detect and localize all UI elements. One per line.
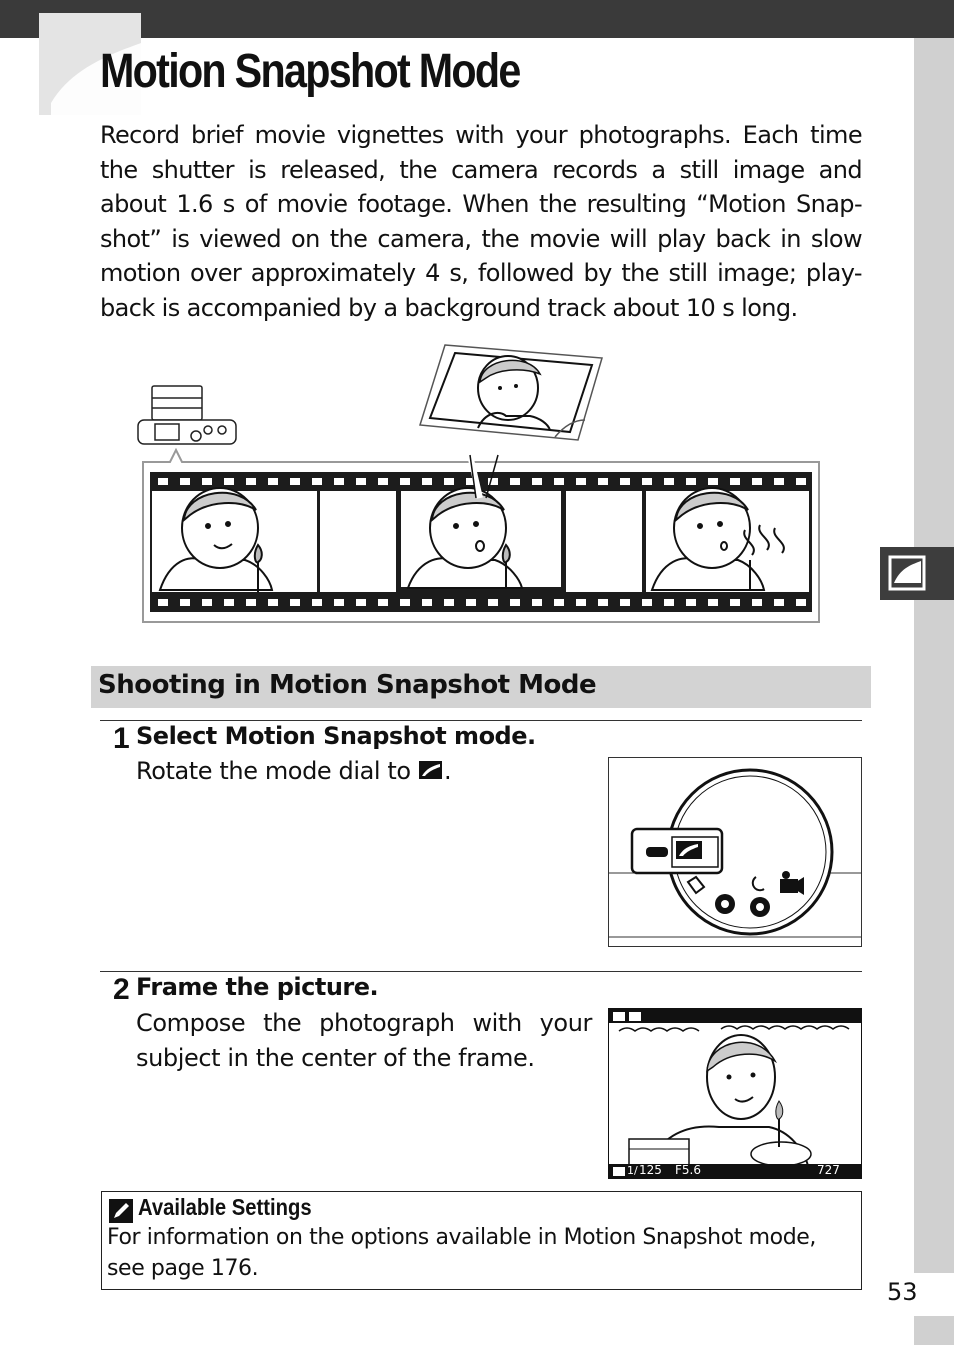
camera-icon	[138, 386, 236, 444]
note-title: Available Settings	[138, 1194, 312, 1220]
intro-paragraph: Record brief movie vignettes with your photographs. Each time the shutter is released, the camera records a still image and about 1.6 s of movie footage. When the resulting “Motion Snap-shot” is viewed on the camera, the movie will play back in slow motion over approximately 4 s, followed by the still image; play-back is accompanied by a background track about 10 s long.	[100, 121, 862, 322]
lcd-frames-remaining: 727	[817, 1163, 840, 1177]
step-1-body-end: .	[443, 757, 452, 785]
lcd-shutter-prefix: 1/	[627, 1164, 638, 1177]
step-2-heading: Frame the picture.	[136, 973, 379, 1001]
step-1-body-text: Rotate the mode dial to	[136, 757, 411, 785]
step-2-rule	[100, 971, 862, 972]
step-1-rule	[100, 720, 862, 721]
page-number: 53	[887, 1278, 918, 1306]
pencil-note-icon	[109, 1199, 133, 1223]
step-1-number: 1	[113, 722, 130, 755]
section-title: Shooting in Motion Snapshot Mode	[98, 670, 597, 700]
lcd-aperture: F5.6	[675, 1163, 701, 1177]
motion-snapshot-icon	[418, 759, 444, 781]
mode-dial-illustration	[608, 757, 862, 947]
lcd-preview	[608, 1008, 862, 1179]
step-1-heading: Select Motion Snapshot mode.	[136, 722, 536, 750]
step-1-body	[136, 757, 451, 785]
lcd-scene	[609, 1009, 862, 1179]
page-title: Motion Snapshot Mode	[100, 45, 520, 98]
motion-snapshot-illustration	[0, 0, 954, 660]
right-margin-bar-bottom	[914, 1316, 954, 1345]
step-2-number: 2	[113, 973, 130, 1006]
note-body: For information on the options available in Motion Snapshot mode, see page 176.	[107, 1225, 816, 1281]
step-2-body: Compose the photograph with your subject in the center of the frame.	[136, 1009, 592, 1072]
lcd-shutter-speed: 125	[639, 1163, 662, 1177]
